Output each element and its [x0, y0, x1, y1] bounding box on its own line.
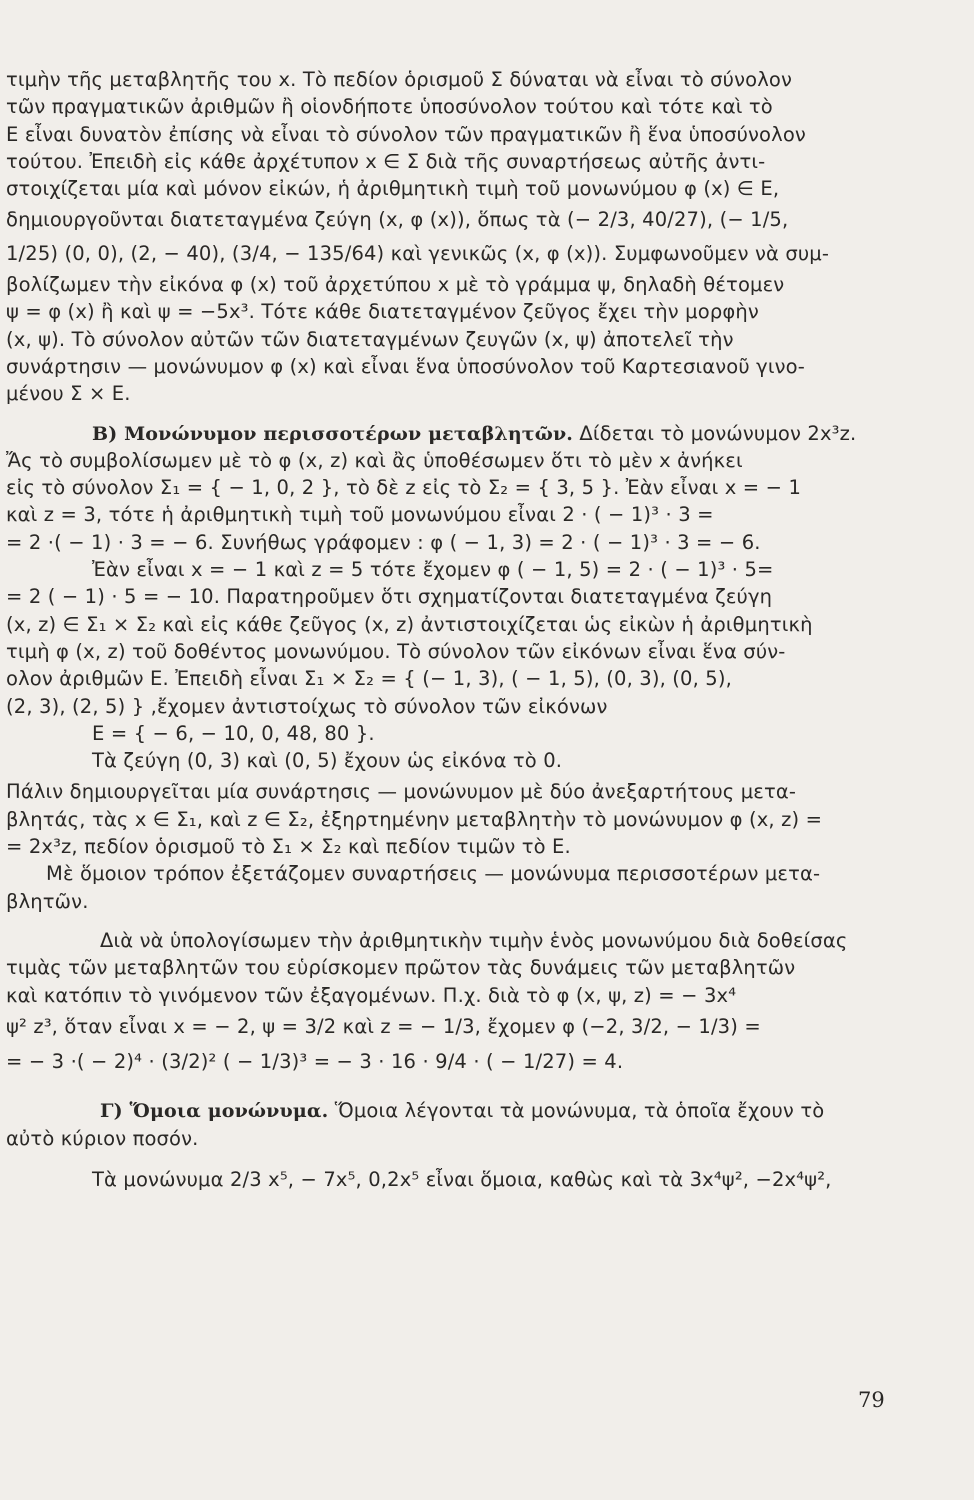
text-line	[0, 1013, 900, 1040]
text-line	[0, 271, 900, 298]
text-line	[0, 833, 900, 860]
text-line	[0, 501, 900, 528]
body-text	[0, 66, 900, 1193]
text-line	[0, 583, 900, 610]
text-line	[0, 474, 900, 501]
text-line	[0, 148, 900, 175]
line-text: εἰς τὸ σύνολον Σ₁ = { − 1, 0, 2 }, τὸ δὲ z εἰς τὸ Σ₂ = { 3, 5 }. Ἐὰν εἶναι x = − 1	[6, 476, 802, 500]
text-line	[0, 778, 900, 805]
line-text: βλητῶν.	[6, 889, 89, 913]
line-text: αὐτὸ κύριον ποσόν.	[6, 1126, 199, 1150]
text-line	[0, 720, 900, 747]
line-text: ψ² z³, ὅταν εἶναι x = − 2, ψ = 3/2 καὶ z = − 1/3, ἔχομεν φ (−2, 3/2, − 1/3) =	[6, 1014, 761, 1038]
line-text: Τὰ μονώνυμα 2/3 x⁵, − 7x⁵, 0,2x⁵ εἶναι ὅμοια, καθὼς καὶ τὰ 3x⁴ψ², −2x⁴ψ²,	[92, 1167, 832, 1191]
line-text: = 2x³z, πεδίον ὁρισμοῦ τὸ Σ₁ × Σ₂ καὶ πεδίον τιμῶν τὸ Ε.	[6, 835, 571, 859]
line-text: δημιουργοῦνται διατεταγμένα ζεύγη (x, φ (x)), ὅπως τὰ (− 2/3, 40/27), (− 1/5,	[6, 208, 789, 232]
text-line	[0, 927, 900, 954]
line-text: Ε εἶναι δυνατὸν ἐπίσης νὰ εἶναι τὸ σύνολον τῶν πραγματικῶν ἢ ἕνα ὑποσύνολον	[6, 122, 806, 146]
text-line	[0, 93, 900, 120]
text-line	[0, 206, 900, 233]
section-heading: Γ) Ὅμοια μονώνυμα.	[100, 1100, 329, 1123]
text-line	[0, 806, 900, 833]
text-line	[0, 747, 900, 774]
text-line	[0, 556, 900, 583]
line-text: τῶν πραγματικῶν ἀριθμῶν ἢ οἱονδήποτε ὑποσύνολον τούτου καὶ τότε καὶ τὸ	[6, 95, 773, 119]
line-text: Τὰ ζεύγη (0, 3) καὶ (0, 5) ἔχουν ὡς εἰκόνα τὸ 0.	[92, 749, 563, 773]
section-heading: Β) Μονώνυμον περισσοτέρων μεταβλητῶν.	[92, 422, 574, 445]
line-text: στοιχίζεται μία καὶ μόνον εἰκών, ἡ ἀριθμητικὴ τιμὴ τοῦ μονωνύμου φ (x) ∈ Ε,	[6, 177, 780, 201]
line-text: βολίζωμεν τὴν εἰκόνα φ (x) τοῦ ἀρχετύπου x μὲ τὸ γράμμα ψ, δηλαδὴ θέτομεν	[6, 273, 785, 297]
text-line	[0, 240, 900, 267]
line-text: (x, ψ). Τὸ σύνολον αὐτῶν τῶν διατεταγμένων ζευγῶν (x, ψ) ἀποτελεῖ τὴν	[6, 327, 734, 351]
text-line	[0, 1125, 900, 1152]
text-line	[0, 353, 900, 380]
text-line	[0, 982, 900, 1009]
line-text: = 2 ( − 1) · 5 = − 10. Παρατηροῦμεν ὅτι σχηματίζονται διατεταγμένα ζεύγη	[6, 585, 773, 609]
line-text: ολον ἀριθμῶν Ε. Ἐπειδὴ εἶναι Σ₁ × Σ₂ = { (− 1, 3), ( − 1, 5), (0, 3), (0, 5),	[6, 667, 732, 691]
text-line	[0, 1166, 900, 1193]
page-number: 79	[858, 1388, 885, 1412]
text-line	[0, 888, 900, 915]
line-text: βλητάς, τὰς x ∈ Σ₁, καὶ z ∈ Σ₂, ἐξηρτημένην μεταβλητὴν τὸ μονώνυμον φ (x, z) =	[6, 807, 823, 831]
line-text: καὶ κατόπιν τὸ γινόμενον τῶν ἐξαγομένων. Π.χ. διὰ τὸ φ (x, ψ, z) = − 3x⁴	[6, 983, 737, 1007]
text-line	[0, 66, 900, 93]
text-line	[0, 420, 900, 447]
line-text: τούτου. Ἐπειδὴ εἰς κάθε ἀρχέτυπον x ∈ Σ διὰ τῆς συναρτήσεως αὐτῆς ἀντι-	[6, 149, 766, 173]
text-line	[0, 1048, 900, 1075]
line-text: καὶ z = 3, τότε ἡ ἀριθμητικὴ τιμὴ τοῦ μονωνύμου εἶναι 2 · ( − 1)³ · 3 =	[6, 503, 714, 527]
line-text: (x, z) ∈ Σ₁ × Σ₂ καὶ εἰς κάθε ζεῦγος (x, z) ἀντιστοιχίζεται ὡς εἰκὼν ἡ ἀριθμητικὴ	[6, 612, 813, 636]
text-line	[0, 175, 900, 202]
text-line	[0, 954, 900, 981]
line-text: Διὰ νὰ ὑπολογίσωμεν τὴν ἀριθμητικὴν τιμὴν ἑνὸς μονωνύμου διὰ δοθείσας	[100, 928, 848, 952]
line-text: Ἄς τὸ συμβολίσωμεν μὲ τὸ φ (x, z) καὶ ἂς ὑποθέσωμεν ὅτι τὸ μὲν x ἀνήκει	[6, 448, 743, 472]
text-line	[0, 529, 900, 556]
text-line	[0, 611, 900, 638]
line-text: συνάρτησιν — μονώνυμον φ (x) καὶ εἶναι ἕνα ὑποσύνολον τοῦ Καρτεσιανοῦ γινο-	[6, 354, 805, 378]
text-line	[0, 860, 900, 887]
text-line	[0, 326, 900, 353]
line-text: Δίδεται τὸ μονώνυμον 2x³z.	[573, 421, 857, 445]
text-line	[0, 298, 900, 325]
text-line	[0, 121, 900, 148]
line-text: 1/25) (0, 0), (2, − 40), (3/4, − 135/64) καὶ γενικῶς (x, φ (x)). Συμφωνοῦμεν νὰ συμ-	[6, 241, 830, 265]
text-line	[0, 447, 900, 474]
text-line	[0, 1097, 900, 1124]
line-text: Ὅμοια λέγονται τὰ μονώνυμα, τὰ ὁποῖα ἔχουν τὸ	[328, 1099, 825, 1123]
line-text: Ε = { − 6, − 10, 0, 48, 80 }.	[92, 721, 375, 745]
text-line	[0, 638, 900, 665]
line-text: τιμὴν τῆς μεταβλητῆς του x. Τὸ πεδίον ὁρισμοῦ Σ δύναται νὰ εἶναι τὸ σύνολον	[6, 68, 793, 91]
line-text: τιμὴ φ (x, z) τοῦ δοθέντος μονωνύμου. Τὸ σύνολον τῶν εἰκόνων εἶναι ἕνα σύν-	[6, 639, 786, 663]
line-text: Πάλιν δημιουργεῖται μία συνάρτησις — μονώνυμον μὲ δύο ἀνεξαρτήτους μετα-	[6, 780, 797, 804]
line-text: μένου Σ × Ε.	[6, 382, 131, 406]
text-line	[0, 665, 900, 692]
line-text: ψ = φ (x) ἢ καὶ ψ = −5x³. Τότε κάθε διατεταγμένον ζεῦγος ἔχει τὴν μορφὴν	[6, 300, 759, 324]
text-line	[0, 380, 900, 407]
line-text: (2, 3), (2, 5) } ,ἔχομεν ἀντιστοίχως τὸ σύνολον τῶν εἰκόνων	[6, 694, 608, 718]
line-text: = 2 ·( − 1) · 3 = − 6. Συνήθως γράφομεν : φ ( − 1, 3) = 2 · ( − 1)³ · 3 = − 6.	[6, 530, 761, 554]
line-text: Μὲ ὅμοιον τρόπον ἐξετάζομεν συναρτήσεις — μονώνυμα περισσοτέρων μετα-	[46, 862, 821, 886]
line-text: τιμὰς τῶν μεταβλητῶν του εὑρίσκομεν πρῶτον τὰς δυνάμεις τῶν μεταβλητῶν	[6, 956, 796, 980]
line-text: = − 3 ·( − 2)⁴ · (3/2)² ( − 1/3)³ = − 3 · 16 · 9/4 · ( − 1/27) = 4.	[6, 1050, 624, 1074]
line-text: Ἐὰν εἶναι x = − 1 καὶ z = 5 τότε ἔχομεν φ ( − 1, 5) = 2 · ( − 1)³ · 5=	[92, 558, 774, 582]
text-line	[0, 693, 900, 720]
